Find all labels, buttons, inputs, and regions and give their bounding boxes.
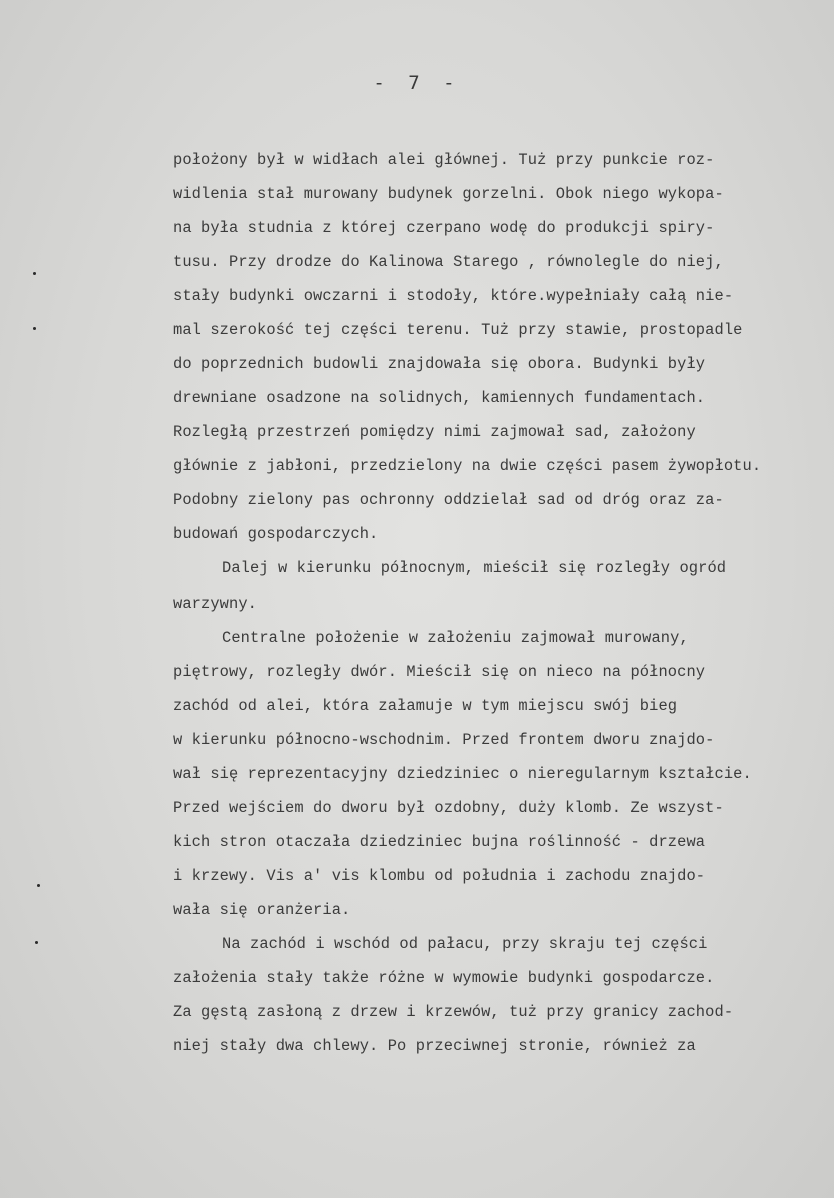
text-line: stały budynki owczarni i stodoły, które.wypełniały całą nie- — [173, 287, 734, 305]
text-line: Na zachód i wschód od pałacu, przy skraju tej części — [222, 935, 708, 953]
margin-speck — [37, 884, 40, 887]
text-line: Rozległą przestrzeń pomiędzy nimi zajmował sad, założony — [173, 423, 696, 441]
text-line: kich stron otaczała dziedziniec bujna roślinność - drzewa — [173, 833, 706, 851]
margin-speck — [33, 272, 36, 275]
text-line: w kierunku północno-wschodnim. Przed frontem dworu znajdo- — [173, 731, 715, 749]
text-line: Centralne położenie w założeniu zajmował murowany, — [222, 629, 689, 647]
text-line: tusu. Przy drodze do Kalinowa Starego , równolegle do niej, — [173, 253, 724, 271]
text-line: mal szerokość tej części terenu. Tuż przy stawie, prostopadle — [173, 321, 743, 339]
text-line: i krzewy. Vis a' vis klombu od południa i zachodu znajdo- — [173, 867, 706, 885]
text-line: piętrowy, rozległy dwór. Mieścił się on nieco na północny — [173, 663, 706, 681]
text-line: Dalej w kierunku północnym, mieścił się rozległy ogród — [222, 559, 727, 577]
text-line: głównie z jabłoni, przedzielony na dwie części pasem żywopłotu. — [173, 457, 762, 475]
text-line: wał się reprezentacyjny dziedziniec o nieregularnym kształcie. — [173, 765, 752, 783]
text-line: Za gęstą zasłoną z drzew i krzewów, tuż przy granicy zachod- — [173, 1003, 734, 1021]
margin-speck — [35, 941, 38, 944]
text-line: do poprzednich budowli znajdowała się obora. Budynki były — [173, 355, 706, 373]
text-line: drewniane osadzone na solidnych, kamiennych fundamentach. — [173, 389, 706, 407]
text-line: zachód od alei, która załamuje w tym miejscu swój bieg — [173, 697, 678, 715]
text-line: Podobny zielony pas ochronny oddzielał sad od dróg oraz za- — [173, 491, 724, 509]
text-line: budowań gospodarczych. — [173, 525, 379, 543]
text-line: założenia stały także różne w wymowie budynki gospodarcze. — [173, 969, 715, 987]
text-line: Przed wejściem do dworu był ozdobny, duży klomb. Ze wszyst- — [173, 799, 724, 817]
page-number: - 7 - — [373, 72, 461, 94]
text-line: warzywny. — [173, 595, 258, 613]
text-line: widlenia stał murowany budynek gorzelni. Obok niego wykopa- — [173, 185, 724, 203]
text-line: położony był w widłach alei głównej. Tuż przy punkcie roz- — [173, 151, 715, 169]
text-line: niej stały dwa chlewy. Po przeciwnej stronie, również za — [173, 1037, 696, 1055]
text-line: wała się oranżeria. — [173, 901, 351, 919]
margin-speck — [33, 327, 36, 330]
text-line: na była studnia z której czerpano wodę do produkcji spiry- — [173, 219, 715, 237]
